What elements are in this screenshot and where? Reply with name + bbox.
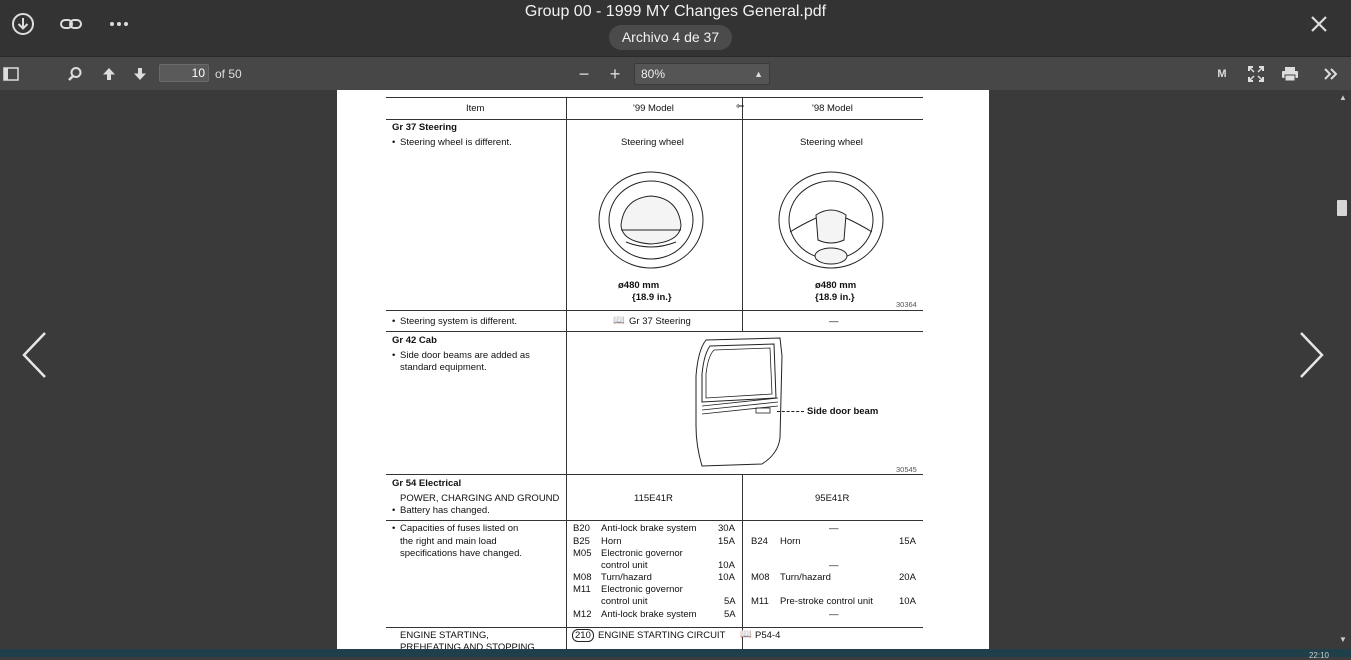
fuse-code: M11	[573, 584, 591, 595]
wheel-label-98: Steering wheel	[800, 137, 863, 148]
compare-arrow-icon: ⇦	[736, 101, 744, 112]
fuse-amp: 15A	[718, 536, 735, 547]
door-beam-note-2: standard equipment.	[400, 362, 487, 373]
fuse-name: Horn	[601, 536, 622, 547]
fuse-amp: 10A	[718, 572, 735, 583]
fuse-code: M08	[751, 572, 770, 583]
viewer-header	[0, 0, 1351, 56]
fuse-name: control unit	[601, 596, 648, 607]
fuse-name: —	[829, 523, 839, 534]
fuse-name: Electronic governor	[601, 584, 683, 595]
figure-number: 30364	[896, 300, 917, 309]
fuse-code: B20	[573, 523, 590, 534]
fuse-name: Electronic governor	[601, 548, 683, 559]
header-98-model: '98 Model	[812, 103, 853, 114]
print-icon[interactable]	[1279, 63, 1301, 85]
fuse-code: M12	[573, 609, 592, 620]
zoom-select[interactable]	[634, 63, 770, 85]
diameter-in-99: {18.9 in.}	[632, 292, 672, 303]
scroll-up-icon[interactable]: ▲	[1339, 93, 1347, 102]
side-door-beam-callout: Side door beam	[807, 406, 879, 417]
bullet: •	[392, 137, 396, 148]
document-title: Group 00 - 1999 MY Changes General.pdf	[524, 3, 827, 20]
select-arrows-icon: ▲	[754, 69, 763, 79]
presentation-mode-button[interactable]: M	[1217, 68, 1227, 80]
header-item: Item	[466, 103, 485, 114]
search-icon[interactable]	[64, 63, 86, 85]
fullscreen-icon[interactable]	[1245, 63, 1267, 85]
taskbar-strip	[0, 649, 1351, 657]
fuse-amp: 10A	[718, 560, 735, 571]
fuse-amp: 20A	[899, 572, 916, 583]
bullet: •	[392, 505, 396, 516]
zoom-value: 80%	[641, 67, 666, 81]
steering-wheel-note: Steering wheel is different.	[400, 137, 512, 148]
group-electrical: Gr 54 Electrical	[392, 478, 462, 489]
zoom-out-button[interactable]: −	[578, 63, 590, 84]
engine-starting: ENGINE STARTING,	[400, 630, 489, 641]
circuit-ref: P54-4	[755, 630, 781, 641]
arrow-up-icon[interactable]	[98, 63, 120, 85]
next-file-arrow-icon[interactable]	[1296, 330, 1326, 380]
page-total-label: of 50	[215, 67, 242, 81]
diameter-98: ø480 mm	[815, 280, 857, 291]
manual-ref-icon: 📖	[613, 315, 625, 326]
battery-98: 95E41R	[815, 493, 850, 504]
steering-ref: Gr 37 Steering	[629, 316, 691, 327]
fuse-amp: 5A	[724, 609, 736, 620]
scroll-down-icon[interactable]: ▼	[1339, 635, 1347, 644]
sidebar-toggle-icon[interactable]	[0, 63, 22, 85]
scroll-thumb[interactable]	[1337, 200, 1347, 216]
fuse-name: Turn/hazard	[780, 572, 831, 583]
fuse-amp: 10A	[899, 596, 916, 607]
clock: 22:10	[1308, 651, 1329, 660]
wheel-label-99: Steering wheel	[621, 137, 684, 148]
circuit-name: ENGINE STARTING CIRCUIT	[598, 630, 726, 641]
close-icon[interactable]	[1305, 10, 1333, 38]
fuse-amp: 5A	[724, 596, 736, 607]
fuse-name: Anti-lock brake system	[601, 523, 697, 534]
bullet: •	[392, 523, 396, 534]
double-chevron-right-icon[interactable]	[1320, 63, 1342, 85]
figure-number: 30545	[896, 465, 917, 474]
door-beam-note: Side door beams are added as	[400, 350, 530, 361]
fuses-note-3: specifications have changed.	[400, 548, 522, 559]
diameter-in-98: {18.9 in.}	[815, 292, 855, 303]
dash: —	[829, 316, 839, 327]
fuse-code: B24	[751, 536, 768, 547]
fuse-name: Pre-stroke control unit	[780, 596, 873, 607]
pdf-toolbar	[0, 56, 1351, 90]
circuit-number: 210	[572, 629, 594, 642]
fuse-amp: 15A	[899, 536, 916, 547]
fuse-name: Turn/hazard	[601, 572, 652, 583]
fuse-amp: 30A	[718, 523, 735, 534]
bullet: •	[392, 350, 396, 361]
file-position-badge: Archivo 4 de 37	[609, 25, 732, 50]
diameter-99: ø480 mm	[618, 280, 660, 291]
fuses-note-2: the right and main load	[400, 536, 497, 547]
fuse-code: B25	[573, 536, 590, 547]
steering-system-note: Steering system is different.	[400, 316, 518, 327]
fuse-name: Anti-lock brake system	[601, 609, 697, 620]
zoom-in-button[interactable]: +	[609, 63, 621, 84]
engine-preheating: PREHEATING AND STOPPING	[400, 642, 535, 649]
steering-wheel-98-drawing	[776, 170, 886, 270]
battery-note: Battery has changed.	[400, 505, 490, 516]
fuse-code: M08	[573, 572, 592, 583]
side-door-drawing	[692, 336, 787, 468]
arrow-down-icon[interactable]	[129, 63, 151, 85]
manual-ref-icon: 📖	[740, 629, 752, 640]
power-charging-ground: POWER, CHARGING AND GROUND	[400, 493, 560, 504]
group-steering: Gr 37 Steering	[392, 122, 457, 133]
previous-file-arrow-icon[interactable]	[20, 330, 50, 380]
fuse-name: —	[829, 560, 839, 571]
battery-99: 115E41R	[634, 493, 673, 504]
vertical-scrollbar[interactable]	[1335, 90, 1351, 649]
group-cab: Gr 42 Cab	[392, 335, 437, 346]
fuses-note-1: Capacities of fuses listed on	[400, 523, 519, 534]
bullet: •	[392, 316, 396, 327]
fuse-name: control unit	[601, 560, 648, 571]
fuse-code: M05	[573, 548, 592, 559]
fuse-name: —	[829, 609, 839, 620]
fuse-name: Horn	[780, 536, 801, 547]
steering-wheel-99-drawing	[596, 170, 706, 270]
fuse-code: M11	[751, 596, 769, 607]
header-99-model: '99 Model	[633, 103, 674, 114]
pdf-page	[337, 90, 989, 649]
document-viewer[interactable]	[0, 90, 1351, 649]
page-number-input[interactable]	[159, 64, 209, 82]
